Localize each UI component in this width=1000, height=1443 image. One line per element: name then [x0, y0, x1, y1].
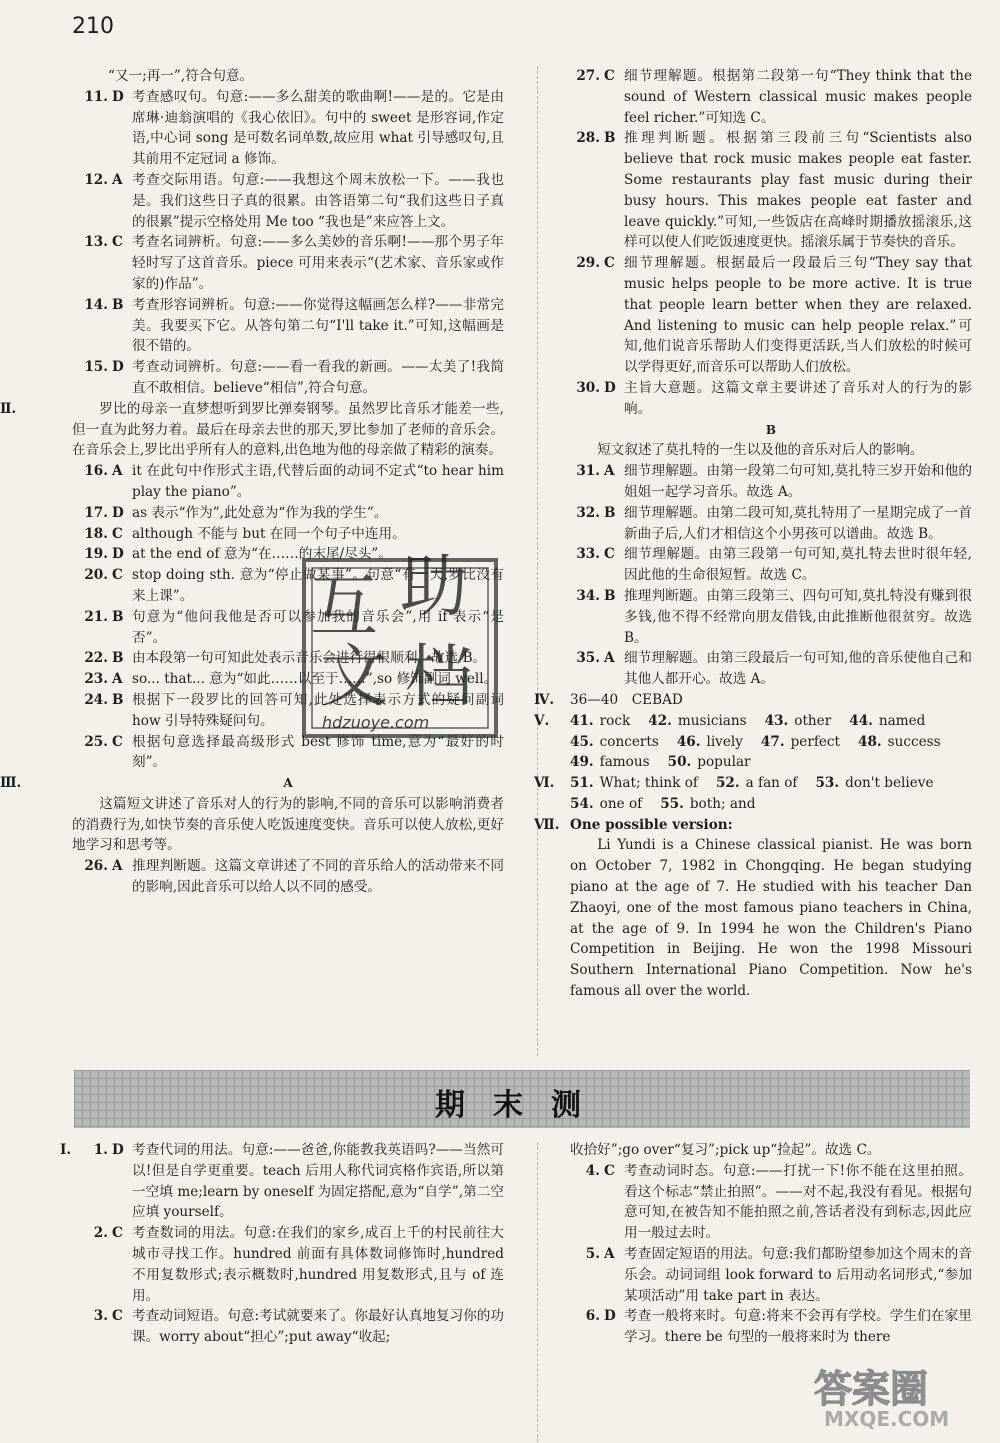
item-answer: B: [604, 130, 616, 147]
item-explanation: 考查交际用语。句意:——我想这个周末放松一下。——我也是。我们这些日子真的很累。由答语第二句“我们这些日子真的很累”提示空格处用 Me too “我也是”来应答上文。: [132, 171, 504, 230]
item-explanation: 推理判断题。由第三段第三、四句可知,莫扎特没有赚到很多钱,他不得不经常向朋友借钱,由此推断他很贫穷。故选 B。: [624, 587, 972, 646]
item-answer: one of: [599, 795, 643, 812]
item-number: 53.: [815, 775, 840, 792]
item-number: 18.: [84, 525, 108, 542]
item-explanation: 考查感叹句。句意:——多么甜美的歌曲啊!——是的。它是由席琳·迪翁演唱的《我心依旧》。句中的 sweet 是形容词,作定语,中心词 song 是可数名词单数,故应用 what 引导感叹句,且其前用不定冠词 a 修饰。: [132, 88, 504, 168]
item-number: 46.: [676, 733, 701, 750]
item-number: 43.: [764, 712, 789, 729]
roman-numeral: Ⅵ.: [534, 775, 555, 792]
answer-item: [60, 1140, 504, 1223]
item-answer: B: [112, 691, 124, 708]
item-number: 12.: [84, 171, 108, 188]
answer-item: [60, 1306, 504, 1348]
item-number: 22.: [84, 650, 108, 667]
item-answer: don't believe: [845, 775, 934, 792]
watermark-stamp: [300, 540, 500, 740]
answer-item: [72, 357, 504, 399]
item-answer: B: [112, 650, 124, 667]
item-number: 30.: [576, 379, 600, 396]
item-explanation: 考查名词辨析。句意:——多么美妙的音乐啊!——那个男子年轻时写了这首音乐。piece 可用来表示“(艺术家、音乐家或作家的)作品”。: [132, 234, 504, 292]
item-answer: C: [112, 1308, 123, 1325]
item-number: 5.: [585, 1245, 600, 1262]
model-essay: Li Yundi is a Chinese classical pianist. He was born on October 7, 1982 in Chongqing. He began studying piano at the age of 7. He studied with his teacher Dan Zhaoyi, one of the most famous piano teachers in China, at the age of 9. In 1994 he won the Children's Piano Competition in Beijing. He won the 1998 Missouri Southern International Piano Competition. Now he's famous all over the world.: [570, 837, 972, 1000]
item-answer: D: [112, 88, 124, 105]
answer-item: [72, 170, 504, 232]
watermark-url: hdzuoye.com: [322, 713, 430, 732]
section-banner: [74, 1070, 970, 1128]
section-label-a: A: [283, 776, 293, 791]
item-explanation: although 不能与 but 在同一个句子中连用。: [132, 525, 406, 542]
item-answer: C: [112, 567, 123, 584]
item-answer: C: [112, 234, 123, 251]
item-number: 33.: [576, 546, 600, 563]
item-answer: perfect: [790, 733, 840, 750]
item-number: 15.: [84, 359, 108, 376]
item-answer: musicians: [677, 712, 747, 729]
answer-item: [570, 461, 972, 503]
banner-title: 期末测: [435, 1088, 609, 1123]
item-number: 29.: [576, 255, 600, 272]
item-explanation: 推理判断题。这篇文章讲述了不同的音乐给人的活动带来不同的影响,因此音乐可以给人以不同的感受。: [132, 858, 504, 896]
roman-section-4: [534, 690, 972, 711]
item-number: 23.: [84, 671, 108, 688]
item-answer: C: [604, 1162, 615, 1179]
section-summary: 罗比的母亲一直梦想听到罗比弹奏钢琴。虽然罗比音乐才能差一些,但一直为此努力着。最后在母亲去世的那天,罗比参加了老师的音乐会。在音乐会上,罗比出乎所有人的意料,出色地为他的母亲做了精彩的演奏。: [72, 400, 504, 459]
item-answer: concerts: [599, 733, 659, 750]
answer-item: [72, 87, 504, 170]
item-explanation: 考查动词时态。句意:——打扰一下!你不能在这里拍照。看这个标志“禁止拍照”。——对不起,我没有看见。根据句意可知,在被告知不能拍照之前,答话者没有到标志,因此应用一般过去时。: [624, 1162, 972, 1242]
item-explanation: 细节理解题。根据最后一段最后三句“They say that music helps people to be more active. It is true that people learn better when they are relaxed. And listening to music can help people relax.”可知,他们说音乐帮助人们变得更活跃,当人们放松的时候可以学得更好,而音乐可以帮助人们放松。: [624, 255, 972, 376]
corner-logo-url: MXQE.COM: [824, 1407, 950, 1430]
item-number: 11.: [84, 88, 108, 105]
item-number: 21.: [84, 608, 108, 625]
intro-text: “又一;再一”,符合句意。: [108, 68, 254, 84]
item-answer: C: [604, 546, 615, 563]
item-answer: D: [112, 504, 124, 521]
answer-item: [72, 232, 504, 294]
item-answer: D: [112, 1142, 124, 1158]
roman-numeral: Ⅶ.: [534, 816, 560, 833]
page-number: 210: [72, 14, 114, 39]
item-number: 44.: [849, 712, 873, 729]
roman-numeral: Ⅱ.: [0, 400, 17, 417]
column-divider-bottom: [537, 1142, 538, 1442]
item-number: 20.: [84, 567, 108, 584]
item-answer: A: [112, 171, 123, 188]
item-number: 1.: [93, 1142, 108, 1158]
word-answer-list: [570, 711, 972, 773]
item-answer: D: [604, 1308, 616, 1325]
item-number: 55.: [660, 795, 684, 812]
item-number: 16.: [84, 463, 108, 480]
corner-logo: [810, 1360, 990, 1430]
item-answer: D: [112, 359, 124, 376]
item-explanation: 考查动词辨析。句意:——看一看我的新画。——太美了!我简直不敢相信。believe“相信”,符合句意。: [132, 359, 504, 396]
answer-key: 36—40 CEBAD: [570, 691, 683, 708]
item-explanation: 细节理解题。由第二段可知,莫扎特用了一星期完成了一首新曲子后,人们才相信这个小男孩可以谱曲。故选 B。: [624, 504, 972, 542]
item-answer: B: [604, 587, 616, 604]
roman-section-3: [0, 773, 504, 794]
right-bottom-column: [570, 1140, 972, 1348]
answer-item: [72, 503, 504, 524]
watermark-char: 互: [310, 568, 379, 647]
item-number: 45.: [570, 733, 594, 750]
item-number: 52.: [715, 775, 740, 792]
item-explanation: stop doing sth. 意为“停止做某事”。句意“有一天,罗比没有来上课”。: [132, 567, 504, 604]
item-number: 42.: [648, 712, 672, 729]
item-number: 35.: [576, 650, 600, 667]
item-answer: D: [604, 379, 616, 396]
answer-item: [570, 503, 972, 545]
item-answer: A: [112, 463, 123, 480]
item-answer: A: [112, 858, 123, 875]
item-number: 47.: [760, 733, 785, 750]
item-explanation: 推理判断题。根据第三段前三句“Scientists also believe that rock music makes people eat faster. Some restaurants play fast music during their busy hours. This makes people eat faster and leave quickly.”可知,一些饭店在高峰时期播放摇滚乐,这样可以使人们吃饭速度更快。摇滚乐属于节奏快的音乐。: [624, 130, 972, 251]
version-title: One possible version:: [570, 816, 733, 833]
item-explanation: 细节理解题。根据第二段第一句“They think that the sound of Western classical music makes people feel richer.”可知选 C。: [624, 68, 972, 126]
item-answer: C: [112, 525, 123, 542]
item-number: 4.: [585, 1162, 600, 1179]
item-answer: success: [887, 733, 941, 750]
item-answer: A: [604, 463, 615, 480]
section-b-summary: 短文叙述了莫扎特的一生以及他的音乐对后人的影响。: [597, 442, 924, 459]
roman-section-7: [534, 815, 972, 836]
item-answer: famous: [599, 754, 650, 771]
roman-section-5: [534, 711, 972, 773]
item-answer: A: [604, 650, 615, 667]
item-explanation: 细节理解题。由第三段最后一句可知,他的音乐使他自己和其他人都开心。故选 A。: [624, 650, 972, 688]
corner-logo-text: 答案圈: [814, 1367, 929, 1411]
item-answer: popular: [697, 754, 751, 771]
answer-item: [570, 544, 972, 586]
answer-item: [60, 1223, 504, 1306]
continued-text: 收拾好”;go over“复习”;pick up“捡起”。故选 C。: [570, 1142, 881, 1158]
item-number: 54.: [570, 795, 594, 812]
item-answer: A: [112, 671, 123, 688]
item-number: 50.: [667, 754, 692, 771]
left-bottom-column: [60, 1140, 504, 1348]
item-answer: a fan of: [745, 775, 798, 792]
item-answer: C: [604, 255, 615, 272]
item-number: 25.: [84, 733, 108, 750]
roman-section-2: [0, 399, 504, 461]
answer-item: [570, 1244, 972, 1306]
item-explanation: 根据下一段罗比的回答可知,此处选择表示方式的疑问副词 how 引导特殊疑问句。: [132, 691, 504, 729]
item-answer: both; and: [689, 795, 756, 812]
item-number: 34.: [576, 587, 600, 604]
roman-section-6: [534, 773, 972, 815]
item-answer: rock: [599, 712, 631, 729]
item-explanation: at the end of 意为“在……的末尾/尽头”。: [132, 546, 392, 563]
item-explanation: so... that... 意为“如此……以至于……”,so 修饰副词 well。: [132, 671, 498, 688]
item-answer: D: [112, 546, 124, 563]
item-answer: named: [878, 712, 926, 729]
column-divider-top: [537, 66, 538, 1056]
item-explanation: 考查一般将来时。句意:将来不会再有学校。学生们在家里学习。there be 句型的一般将来时为 there: [624, 1308, 972, 1346]
item-number: 51.: [570, 775, 594, 792]
item-explanation: 根据句意选择最高级形式 best 修饰 time,意为“最好的时刻”。: [132, 733, 504, 771]
item-explanation: 考查形容词辨析。句意:——你觉得这幅画怎么样?——非常完美。我要买下它。从答句第二句“I'll take it.”可知,这幅画是很不错的。: [132, 296, 504, 355]
item-number: 27.: [576, 68, 600, 84]
item-explanation: 细节理解题。由第三段第一句可知,莫扎特去世时很年轻,因此他的生命很短暂。故选 C。: [624, 546, 972, 584]
item-number: 48.: [857, 733, 882, 750]
item-answer: B: [112, 608, 124, 625]
section-a-summary: 这篇短文讲述了音乐对人的行为的影响,不同的音乐可以影响消费者的消费行为,如快节奏的音乐使人吃饭速度变快。音乐可以使人放松,更好地学习和思考等。: [72, 795, 504, 854]
item-number: 6.: [585, 1308, 600, 1325]
right-top-column: [534, 66, 972, 1002]
answer-item: [570, 66, 972, 128]
answer-item: [570, 1306, 972, 1348]
item-answer: C: [112, 1225, 123, 1242]
item-answer: other: [794, 712, 832, 729]
item-number: 26.: [84, 858, 108, 875]
section-label-b: B: [765, 422, 777, 437]
item-explanation: 主旨大意题。这篇文章主要讲述了音乐对人的行为的影响。: [624, 379, 972, 417]
item-number: 24.: [84, 691, 108, 708]
item-number: 3.: [93, 1308, 108, 1325]
item-number: 19.: [84, 546, 108, 563]
item-number: 41.: [570, 712, 594, 729]
item-answer: B: [112, 296, 124, 313]
answer-item: [570, 648, 972, 690]
answer-item: [72, 856, 504, 898]
roman-numeral: Ⅲ.: [0, 775, 22, 792]
item-answer: A: [604, 1245, 615, 1262]
item-answer: C: [112, 733, 123, 750]
answer-item: [570, 128, 972, 253]
item-number: 2.: [93, 1225, 108, 1242]
item-number: 28.: [576, 130, 600, 147]
item-answer: lively: [706, 733, 743, 750]
answer-item: [570, 1161, 972, 1244]
item-number: 17.: [84, 504, 108, 521]
item-number: 32.: [576, 504, 600, 521]
item-number: 13.: [84, 234, 108, 251]
item-explanation: 考查动词短语。句意:考试就要来了。你最好认真地复习你的功课。worry about“担心”;put away“收起;: [132, 1308, 504, 1346]
answer-item: [570, 586, 972, 648]
item-explanation: as 表示“作为”,此处意为“作为我的学生”。: [132, 504, 388, 521]
item-explanation: it 在此句中作形式主语,代替后面的动词不定式“to hear him play the piano”。: [132, 463, 504, 500]
left-top-column: [0, 66, 504, 898]
roman-numeral: Ⅳ.: [534, 691, 555, 708]
item-answer: C: [604, 68, 615, 84]
roman-numeral: Ⅴ.: [534, 712, 550, 729]
item-explanation: 句意为“他问我他是否可以参加我的音乐会”,用 if 表示“是否”。: [132, 608, 504, 646]
roman-numeral: Ⅰ.: [60, 1142, 72, 1158]
answer-item: [72, 295, 504, 357]
answer-item: [570, 253, 972, 378]
watermark-char: 助: [400, 548, 469, 627]
item-explanation: 由本段第一句可知此处表示音乐会进行得很顺利。故选 B。: [132, 650, 487, 667]
item-answer: What; think of: [599, 775, 698, 792]
watermark-char: 文: [320, 638, 389, 717]
phrase-answer-list: [570, 773, 972, 815]
item-explanation: 考查数词的用法。句意:在我们的家乡,成百上千的村民前往大城市寻找工作。hundred 前面有具体数词修饰时,hundred 不用复数形式;表示概数时,hundred 用复数形式,且与 of 连用。: [132, 1225, 504, 1304]
answer-item: [570, 378, 972, 420]
item-number: 14.: [84, 296, 108, 313]
item-explanation: 考查代词的用法。句意:——爸爸,你能教我英语吗?——当然可以!但是自学更重要。teach 后用人称代词宾格作宾语,所以第一空填 me;learn by oneself 为固定搭配,意为“自学”,第二空应填 yourself。: [132, 1142, 504, 1221]
item-number: 31.: [576, 463, 600, 480]
answer-item: [72, 461, 504, 503]
item-answer: B: [604, 504, 616, 521]
item-explanation: 细节理解题。由第一段第二句可知,莫扎特三岁开始和他的姐姐一起学习音乐。故选 A。: [624, 463, 972, 500]
item-number: 49.: [570, 754, 594, 771]
item-explanation: 考查固定短语的用法。句意:我们都盼望参加这个周末的音乐会。动词词组 look forward to 后用动名词形式,“参加某项活动”用 take part in 表达。: [624, 1245, 972, 1304]
watermark-char: 档: [405, 638, 474, 717]
